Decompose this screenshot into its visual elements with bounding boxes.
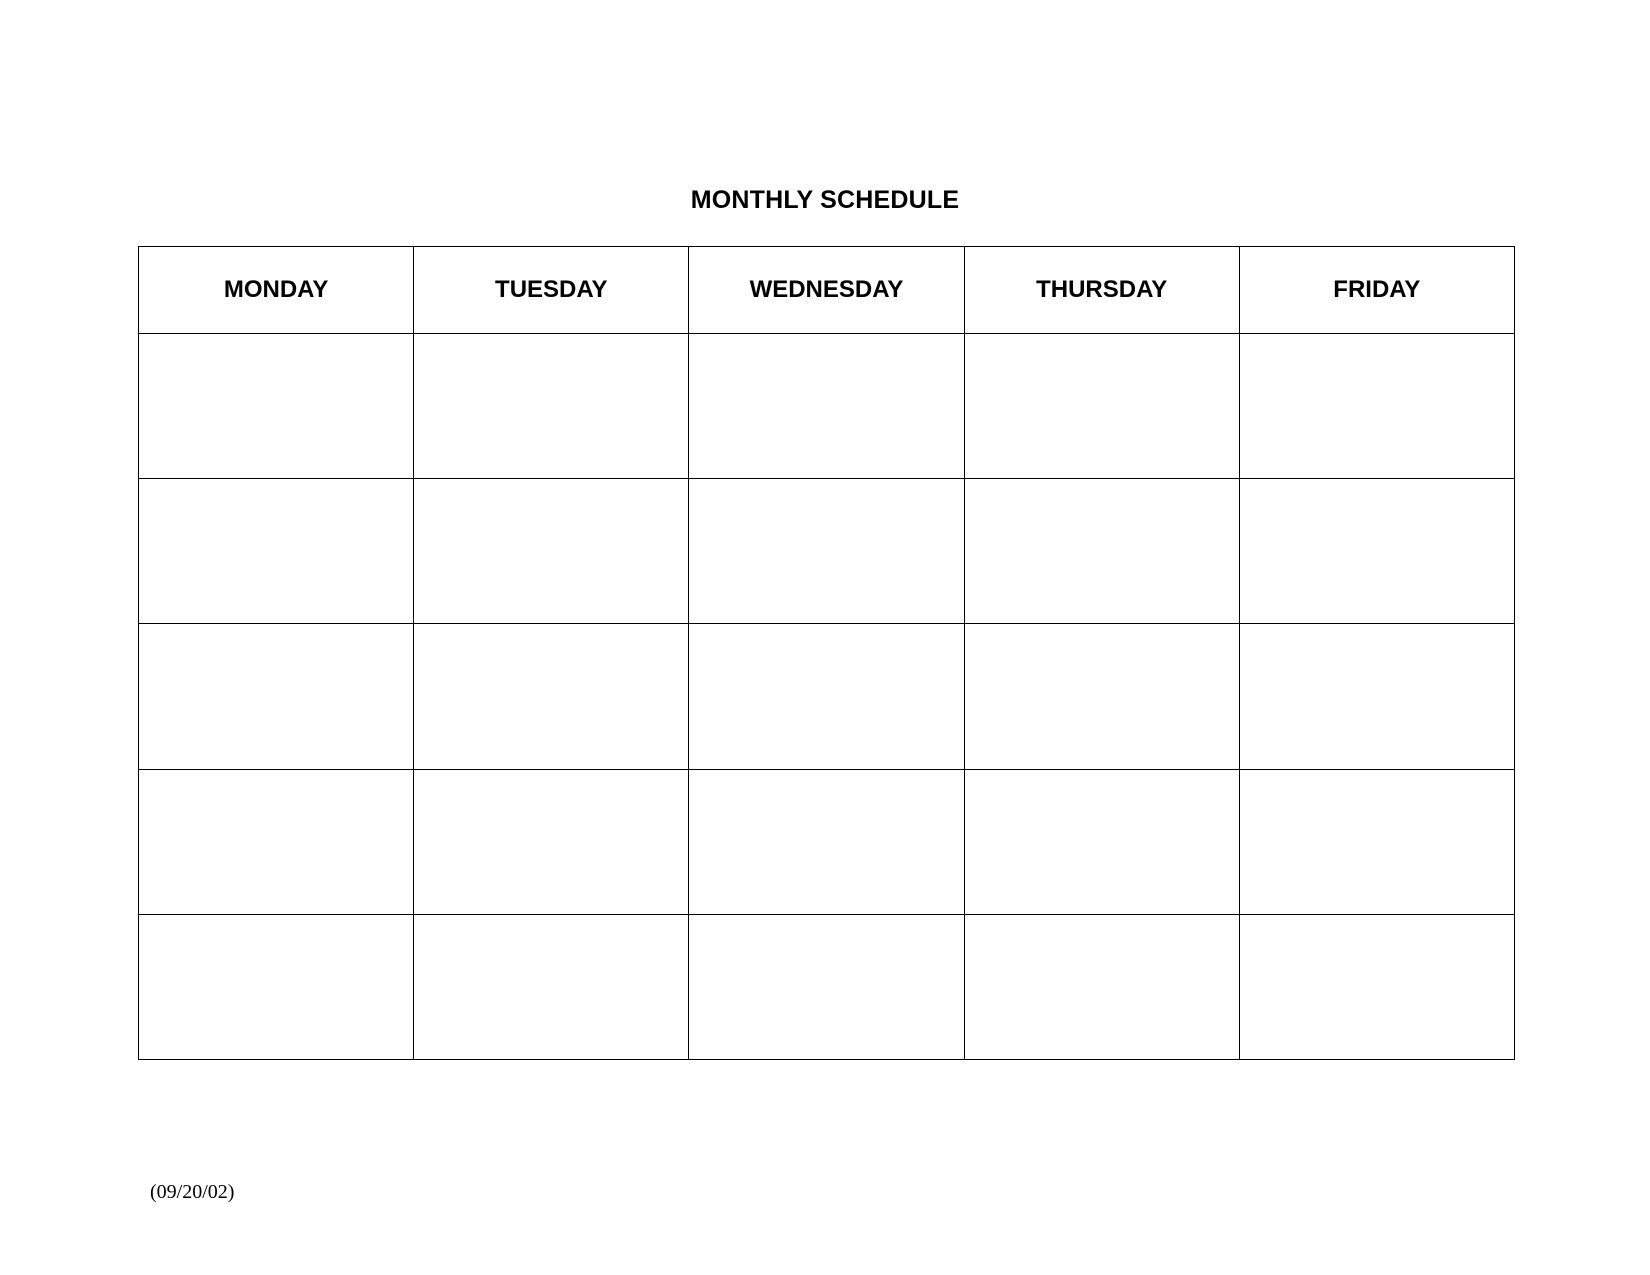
day-cell	[689, 769, 964, 914]
day-cell	[689, 479, 964, 624]
day-cell	[139, 479, 414, 624]
week-row	[139, 334, 1515, 479]
day-cell	[689, 914, 964, 1059]
week-row	[139, 914, 1515, 1059]
day-cell	[689, 334, 964, 479]
day-cell	[414, 769, 689, 914]
day-cell	[689, 624, 964, 769]
header-thursday: THURSDAY	[964, 247, 1239, 334]
day-cell	[139, 624, 414, 769]
header-tuesday: TUESDAY	[414, 247, 689, 334]
header-row	[139, 247, 1515, 334]
day-cell	[414, 334, 689, 479]
day-cell	[1239, 769, 1514, 914]
date-stamp: (09/20/02)	[150, 1181, 235, 1203]
day-cell	[1239, 914, 1514, 1059]
day-cell	[414, 624, 689, 769]
day-cell	[139, 334, 414, 479]
day-cell	[964, 769, 1239, 914]
day-cell	[964, 624, 1239, 769]
week-row	[139, 769, 1515, 914]
day-cell	[414, 914, 689, 1059]
week-row	[139, 479, 1515, 624]
day-cell	[139, 914, 414, 1059]
week-row	[139, 624, 1515, 769]
day-cell	[1239, 479, 1514, 624]
header-friday: FRIDAY	[1239, 247, 1514, 334]
day-cell	[414, 479, 689, 624]
schedule-table	[138, 246, 1515, 1060]
day-cell	[964, 914, 1239, 1059]
header-monday: MONDAY	[139, 247, 414, 334]
day-cell	[964, 479, 1239, 624]
day-cell	[139, 769, 414, 914]
schedule-body	[139, 334, 1515, 1060]
page-title: MONTHLY SCHEDULE	[690, 186, 960, 214]
day-cell	[1239, 624, 1514, 769]
day-cell	[1239, 334, 1514, 479]
day-cell	[964, 334, 1239, 479]
header-wednesday: WEDNESDAY	[689, 247, 964, 334]
